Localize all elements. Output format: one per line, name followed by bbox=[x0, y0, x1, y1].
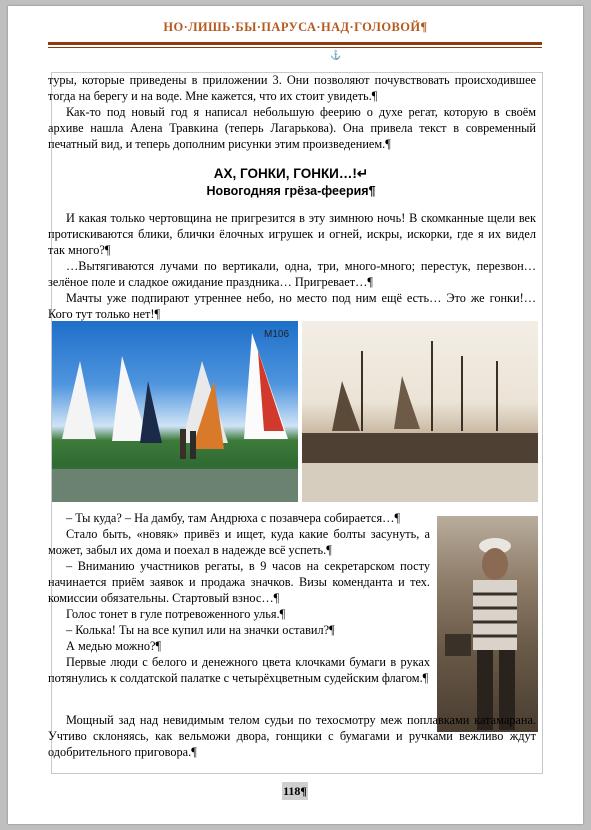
body-text-2 bbox=[48, 510, 430, 686]
header-rule-thin bbox=[48, 47, 542, 48]
paragraph: И какая только чертовщина не пригрезится в эту зимнюю ночь! В скомканные щели век протискиваются блики, блички ёлочных игрушек и огней, искры, искорки, где я их видел так много?¶ bbox=[48, 211, 536, 257]
header-rule-thick bbox=[48, 42, 542, 45]
section-title: АХ, ГОНКИ, ГОНКИ…!↵ bbox=[213, 166, 369, 181]
sailing-photo-bw bbox=[302, 321, 538, 502]
paragraph: туры, которые приведены в приложении 3. Они позволяют почувствовать происходившее тогда на берегу и на воде. Мне кажется, что их стоит увидеть.¶ bbox=[48, 73, 536, 103]
sailor-illustration bbox=[437, 516, 538, 732]
sailing-photo-color bbox=[52, 321, 298, 502]
running-header: НО·ЛИШЬ·БЫ·ПАРУСА·НАД·ГОЛОВОЙ¶ bbox=[163, 20, 428, 34]
body-text-3 bbox=[48, 712, 536, 760]
sail-number: М106 bbox=[264, 329, 290, 340]
paragraph: – Колька! Ты на все купил или на значки оставил?¶ bbox=[66, 623, 335, 637]
sailboats-illustration bbox=[52, 321, 298, 502]
regatta-crowd-illustration bbox=[302, 321, 538, 502]
paragraph: …Вытягиваются лучами по вертикали, одна, три, много-много; перестук, перезвон… зелёное поле и сладкое ожидание праздника… Пригревает…¶ bbox=[48, 259, 536, 289]
paragraph: Мощный зад над невидимым телом судьи по техосмотру меж поплавками катамарана. Учтиво склоняясь, как вельможи двора, гонщики с бумагами и ручками вежливо ждут одобрительного приговора.¶ bbox=[48, 713, 536, 759]
paragraph: А медью можно?¶ bbox=[66, 639, 162, 653]
body-text-1 bbox=[48, 210, 536, 322]
paragraph: Первые люди с белого и денежного цвета клочками бумаги в руках потянулись к солдатской палатке с четырёхцветным судейским флагом.¶ bbox=[48, 655, 430, 685]
intro-text bbox=[48, 72, 536, 152]
page-number: 118¶ bbox=[283, 784, 307, 798]
paragraph: Как-то под новый год я написал небольшую феерию о духе регат, которую в своём архиве нашла Алена Травкина (теперь Лагарькова). Она привела текст в современный печатный вид, и теперь дополним рисунки этим произведением.¶ bbox=[48, 105, 536, 151]
paragraph: Мачты уже подпирают утреннее небо, но место под ним ещё есть… Это же гонки!… Кого тут только нет!¶ bbox=[48, 291, 536, 321]
section-subtitle: Новогодняя грёза-феерия¶ bbox=[206, 184, 376, 198]
paragraph: Стало быть, «новяк» привёз и ищет, куда какие болты засунуть, а может, забыл их дома и поехал в надежде всё успеть.¶ bbox=[48, 527, 430, 557]
sailor-portrait-photo bbox=[437, 516, 538, 732]
paragraph: – Ты куда? – На дамбу, там Андрюха с позавчера собирается…¶ bbox=[66, 511, 401, 525]
anchor-icon: ⚓ bbox=[330, 50, 342, 60]
paragraph: – Вниманию участников регаты, в 9 часов на секретарском посту начинается приём заявок и продажа значков. Визы коменданта и тех. комиссии обязательны. Стартовый взнос…¶ bbox=[48, 559, 430, 605]
paragraph: Голос тонет в гуле потревоженного улья.¶ bbox=[66, 607, 286, 621]
